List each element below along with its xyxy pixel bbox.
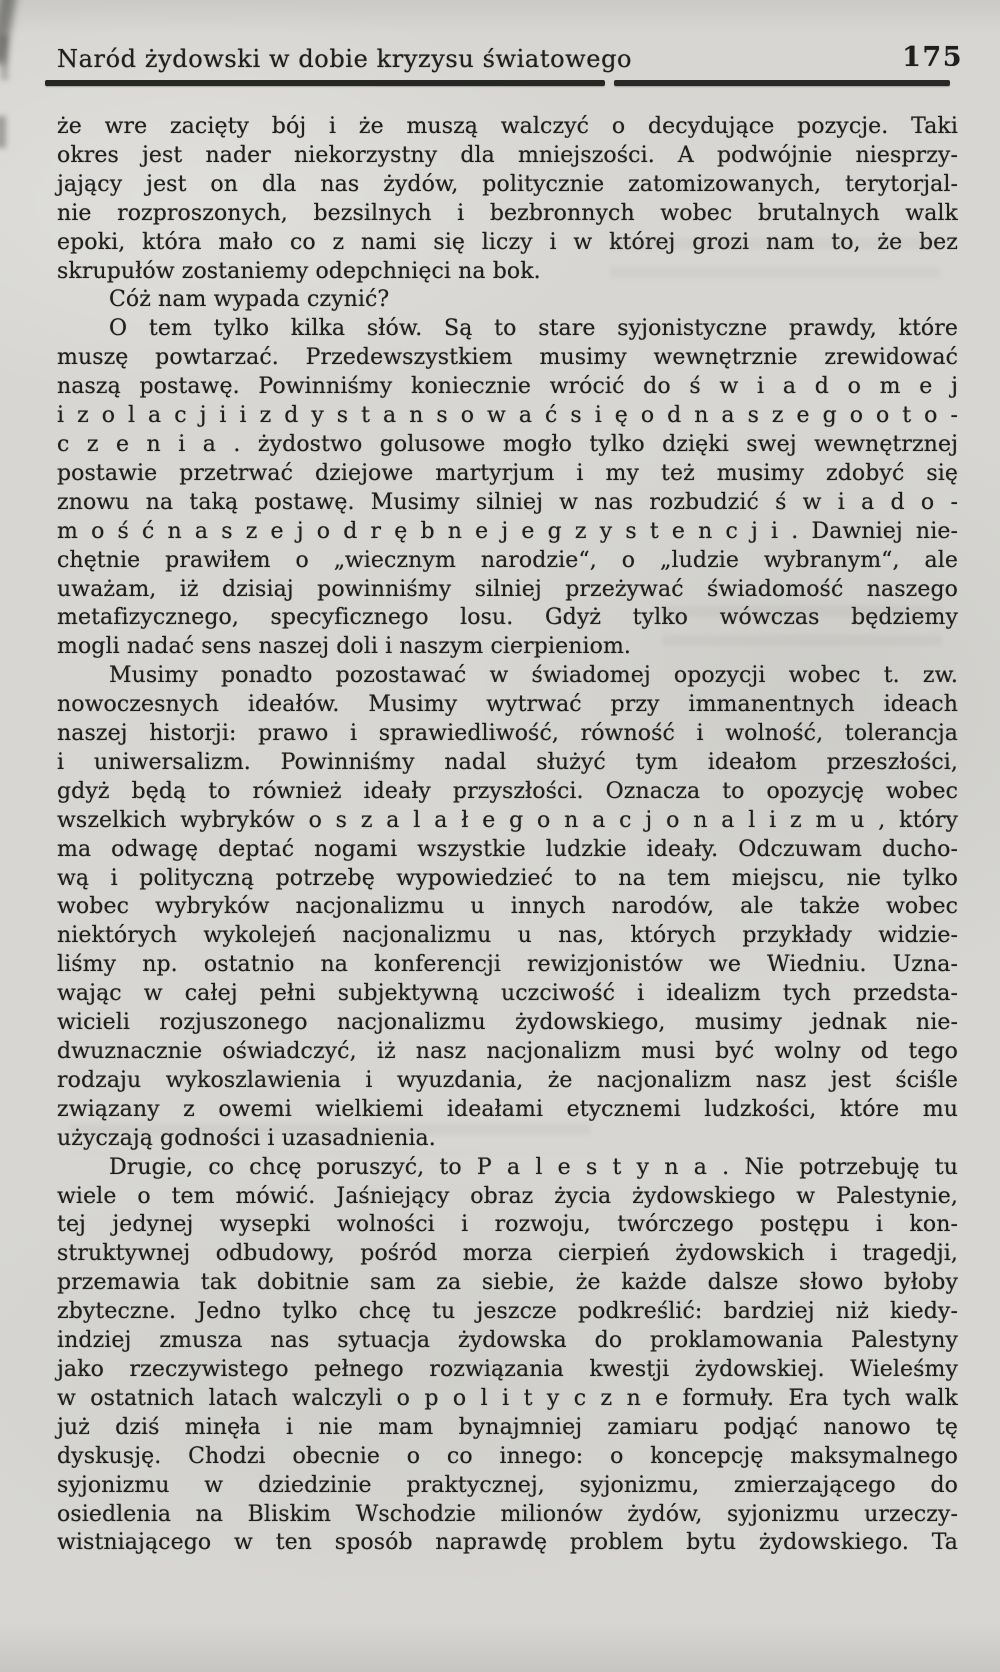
text-line: przemawia tak dobitnie sam za siebie, że każde dalsze słowo byłoby <box>57 1270 958 1296</box>
text-line: metafizycznego, specyficznego losu. Gdyż tylko wówczas będziemy <box>57 605 958 631</box>
body-text <box>57 113 958 1558</box>
text-line: tej jedynej wysepki wolności i rozwoju, twórczego postępu i kon- <box>57 1212 958 1238</box>
text-line: chętnie prawiłem o „wiecznym narodzie“, o „ludzie wybranym“, ale <box>57 547 958 573</box>
text-line: niektórych wykolejeń nacjonalizmu u nas, których przykłady widzie- <box>57 923 958 949</box>
text-line: i z o l a c j i i z d y s t a n s o w a ć s i ę o d n a s z e g o o t o - <box>57 403 958 429</box>
text-line: dwuznacznie oświadczyć, iż nasz nacjonalizm musi być wolny od tego <box>57 1039 958 1064</box>
text-line: c z e n i a . żydostwo golusowe mogło tylko dzięki swej wewnętrznej <box>57 431 958 457</box>
text-line: że wre zacięty bój i że muszą walczyć o decydujące pozycje. Taki <box>57 114 958 139</box>
text-line: Cóż nam wypada czynić? <box>109 287 390 313</box>
text-line: wą i polityczną potrzebę wypowiedzieć to na tem miejscu, nie tylko <box>57 865 958 891</box>
scan-edge-smudge <box>1 36 8 80</box>
page-number: 175 <box>902 42 963 73</box>
text-line: mogli nadać sens naszej doli i naszym cierpieniom. <box>57 634 632 660</box>
text-line: wszelkich wybryków o s z a l a ł e g o n a c j o n a l i z m u , który <box>57 807 958 833</box>
text-line: muszę powtarzać. Przedewszystkiem musimy wewnętrznie zrewidować <box>57 345 958 371</box>
text-line: struktywnej odbudowy, pośród morza cierpień żydowskich i tragedji, <box>57 1241 958 1267</box>
text-line: uważam, iż dzisiaj powinniśmy silniej przeżywać świadomość naszego <box>57 576 958 602</box>
text-line: wicieli rozjuszonego nacjonalizmu żydowskiego, musimy jednak nie- <box>57 1010 958 1036</box>
text-line: indziej zmusza nas sytuacja żydowska do proklamowania Palestyny <box>57 1328 958 1354</box>
text-line: O tem tylko kilka słów. Są to stare syjonistyczne prawdy, które <box>109 316 958 342</box>
text-line: już dziś minęła i nie mam bynajmniej zamiaru podjąć nanowo tę <box>57 1414 958 1440</box>
text-line: skrupułów zostaniemy odepchnięci na bok. <box>57 258 541 284</box>
bleed-through-artifact <box>610 238 940 296</box>
text-line: Musimy ponadto pozostawać w świadomej opozycji wobec t. zw. <box>109 663 958 689</box>
text-line: gdyż będą to również ideały przyszłości. Oznacza to opozycję wobec <box>57 778 958 804</box>
text-line: dyskusję. Chodzi obecnie o co innego: o koncepcję maksymalnego <box>57 1443 958 1469</box>
text-line: Drugie, co chcę poruszyć, to P a l e s t y n a . Nie potrzebuję tu <box>109 1154 958 1180</box>
text-line: nie rozproszonych, bezsilnych i bezbronnych wobec brutalnych walk <box>57 200 958 226</box>
text-line: nowoczesnych ideałów. Musimy wytrwać przy immanentnych ideach <box>57 692 958 718</box>
text-line: liśmy np. ostatnio na konferencji rewizjonistów we Wiedniu. Uzna- <box>57 952 958 978</box>
text-line: naszą postawę. Powinniśmy koniecznie wrócić do ś w i a d o m e j <box>57 374 958 400</box>
text-line: znowu na taką postawę. Musimy silniej w nas rozbudzić ś w i a d o - <box>57 489 958 515</box>
scan-edge-smudge <box>0 116 6 148</box>
text-line: naszej historji: prawo i sprawiedliwość, równość i wolność, tolerancja <box>57 721 958 747</box>
header-rule-gap <box>605 80 614 86</box>
text-line: w ostatnich latach walczyli o p o l i t y c z n e formuły. Era tych walk <box>57 1385 958 1411</box>
text-line: ma odwagę deptać nogami wszystkie ludzkie ideały. Odczuwam ducho- <box>57 836 958 862</box>
text-line: osiedlenia na Bliskim Wschodzie milionów żydów, syjonizmu urzeczy- <box>57 1501 958 1527</box>
text-line: rodzaju wykoszlawienia i wyuzdania, że nacjonalizm nasz jest ściśle <box>57 1067 958 1093</box>
text-line: jako rzeczywistego pełnego rozwiązania kwestji żydowskiej. Wieleśmy <box>57 1356 958 1382</box>
header-rule-right-segment <box>614 80 950 86</box>
text-line: syjonizmu w dziedzinie praktycznej, syjonizmu, zmierzającego do <box>57 1472 958 1498</box>
text-line: i uniwersalizm. Powinniśmy nadal służyć tym ideałom przeszłości, <box>57 749 958 775</box>
text-line: związany z owemi wielkiemi ideałami etycznemi ludzkości, które mu <box>57 1096 958 1122</box>
text-line: zbyteczne. Jedno tylko chcę tu jeszcze podkreślić: bardziej niż kiedy- <box>57 1299 958 1325</box>
text-line: wistniającego w ten sposób naprawdę problem bytu żydowskiego. Ta <box>57 1530 958 1556</box>
text-line: użyczają godności i uzasadnienia. <box>57 1125 436 1151</box>
text-line: wobec wybryków nacjonalizmu u innych narodów, ale także wobec <box>57 894 958 920</box>
text-line: epoki, która mało co z nami się liczy i w której grozi nam to, że bez <box>57 229 958 255</box>
text-line: wając w całej pełni subjektywną uczciwość i idealizm tych przedsta- <box>57 981 958 1007</box>
text-line: postawie przetrwać dziejowe martyrjum i my też musimy zdobyć się <box>57 460 958 486</box>
bleed-through-artifact <box>70 1124 590 1154</box>
running-title: Naród żydowski w dobie kryzysu światowego <box>57 45 633 73</box>
text-line: wiele o tem mówić. Jaśniejący obraz życia żydowskiego w Palestynie, <box>57 1183 958 1209</box>
text-line: okres jest nader niekorzystny dla mniejszości. A podwójnie niesprzy- <box>57 142 958 168</box>
page-header <box>57 42 963 73</box>
header-rule-left-segment <box>45 80 605 86</box>
text-line: jający jest on dla nas żydów, politycznie zatomizowanych, terytorjal- <box>57 171 958 197</box>
bleed-through-artifact <box>662 606 942 664</box>
header-rule <box>45 80 950 86</box>
text-line: m o ś ć n a s z e j o d r ę b n e j e g z y s t e n c j i . Dawniej nie- <box>57 518 958 544</box>
